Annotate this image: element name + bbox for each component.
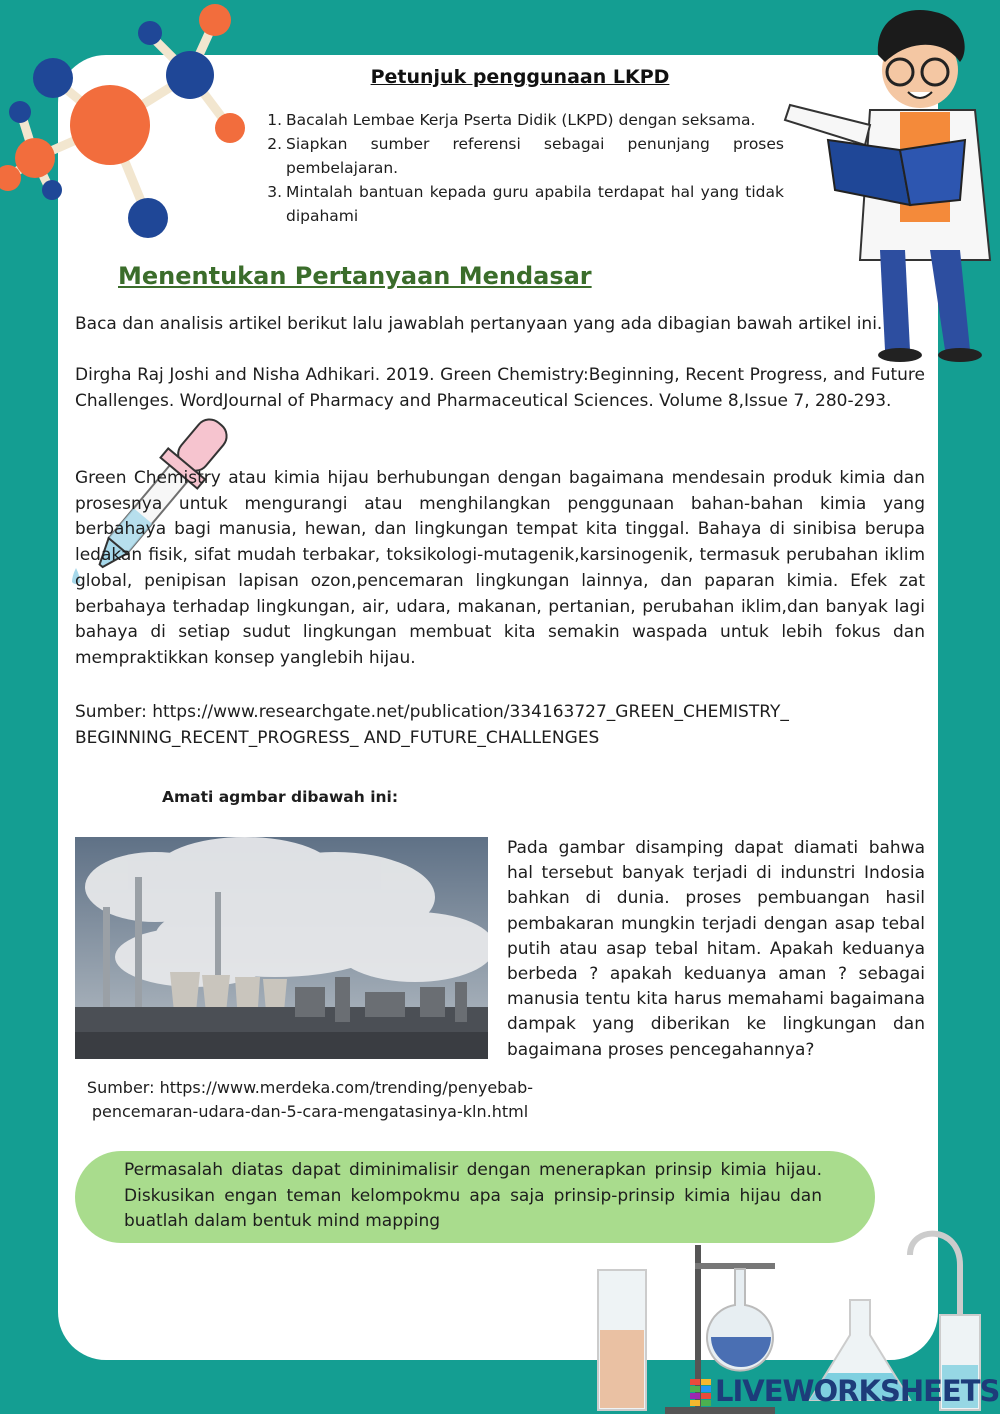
instruction-text: Mintalah bantuan kepada guru apabila terdapat hal yang tidak dipahami [286, 183, 784, 225]
instruction-number: 3. [267, 183, 282, 201]
intro-text: Baca dan analisis artikel berikut lalu jawablah pertanyaan yang ada dibagian bawah artikel ini. [75, 314, 883, 334]
article-text: Green Chemistry atau kimia hijau berhubungan dengan bagaimana mendesain produk kimia dan prosesnya untuk mengurangi atau menghilangkan penggunaan bahan-bahan kimia yang berbahaya bagi manusia, hewan, dan lingkungan tempat kita tinggal. Bahaya di sinibisa berupa ledakan fisik, sifat mudah terbakar, toksikologi-mutagenik,karsinogenik, termasuk perubahan iklim global, penipisan lapisan ozon,pencemaran lingkungan lainnya, dan paparan kimia. Efek zat berbahaya terhadap lingkungan, air, udara, makanan, pertanian, perubahan iklim,dan banyak lagi bahaya di setiap sudut lingkungan membuat kita semakin waspada untuk lebih fokus dan mempraktikkan konsep yanglebih hijau. [75, 468, 925, 668]
instruction-item [264, 108, 784, 132]
article-source [75, 700, 925, 751]
instruction-number: 1. [267, 111, 282, 129]
instruction-item [264, 132, 784, 180]
industrial-smoke-photo [75, 837, 488, 1059]
image-source-line: pencemaran-udara-dan-5-cara-mengatasinya-kln.html [91, 1102, 529, 1121]
article-source-line: Sumber: https://www.researchgate.net/publication/334163727_GREEN_CHEMISTRY_ [75, 702, 789, 722]
instruction-number: 2. [267, 135, 282, 153]
liveworksheets-logo-icon [690, 1379, 712, 1407]
molecule-illustration [0, 0, 270, 245]
task-text: Permasalah diatas dapat diminimalisir dengan menerapkan prinsip kimia hijau. Diskusikan engan teman kelompokmu apa saja prinsip-prinsip kimia hijau dan buatlah dalam bentuk mind mapping [124, 1160, 822, 1231]
image-source-line: Sumber: https://www.merdeka.com/trending/penyebab- [86, 1078, 534, 1097]
instructions-title: Petunjuk penggunaan LKPD [370, 66, 670, 88]
observe-label: Amati agmbar dibawah ini: [162, 788, 399, 806]
watermark-text: LIVEWORKSHEETS [715, 1374, 1000, 1408]
citation-text: Dirgha Raj Joshi and Nisha Adhikari. 2019. Green Chemistry:Beginning, Recent Progress, and Future Challenges. WordJournal of Pharmacy and Pharmaceutical Sciences. Volume 8,Issue 7, 280-293. [75, 365, 925, 411]
image-description: Pada gambar disamping dapat diamati bahwa hal tersebut banyak terjadi di indunstri Indosia bahkan di dunia. proses pembuangan hasil pembakaran mungkin terjadi dengan asap tebal putih atau asap tebal hitam. Apakah keduanya berbeda ? apakah keduanya aman ? sebagai manusia tentu kita harus memahami bagaimana dampak yang diberikan ke lingkungan dan bagaimana proses pencegahannya? [507, 838, 925, 1060]
instruction-item [264, 180, 784, 228]
instruction-text: Siapkan sumber referensi sebagai penunjang proses pembelajaran. [286, 135, 784, 177]
section-title: Menentukan Pertanyaan Mendasar [118, 262, 592, 290]
liveworksheets-logo [690, 1374, 999, 1408]
instructions-list [264, 108, 784, 228]
article-source-line: BEGINNING_RECENT_PROGRESS_ AND_FUTURE_CHALLENGES [75, 727, 600, 748]
instruction-text: Bacalah Lembae Kerja Pserta Didik (LKPD) dengan seksama. [286, 111, 756, 129]
image-source [60, 1076, 560, 1124]
